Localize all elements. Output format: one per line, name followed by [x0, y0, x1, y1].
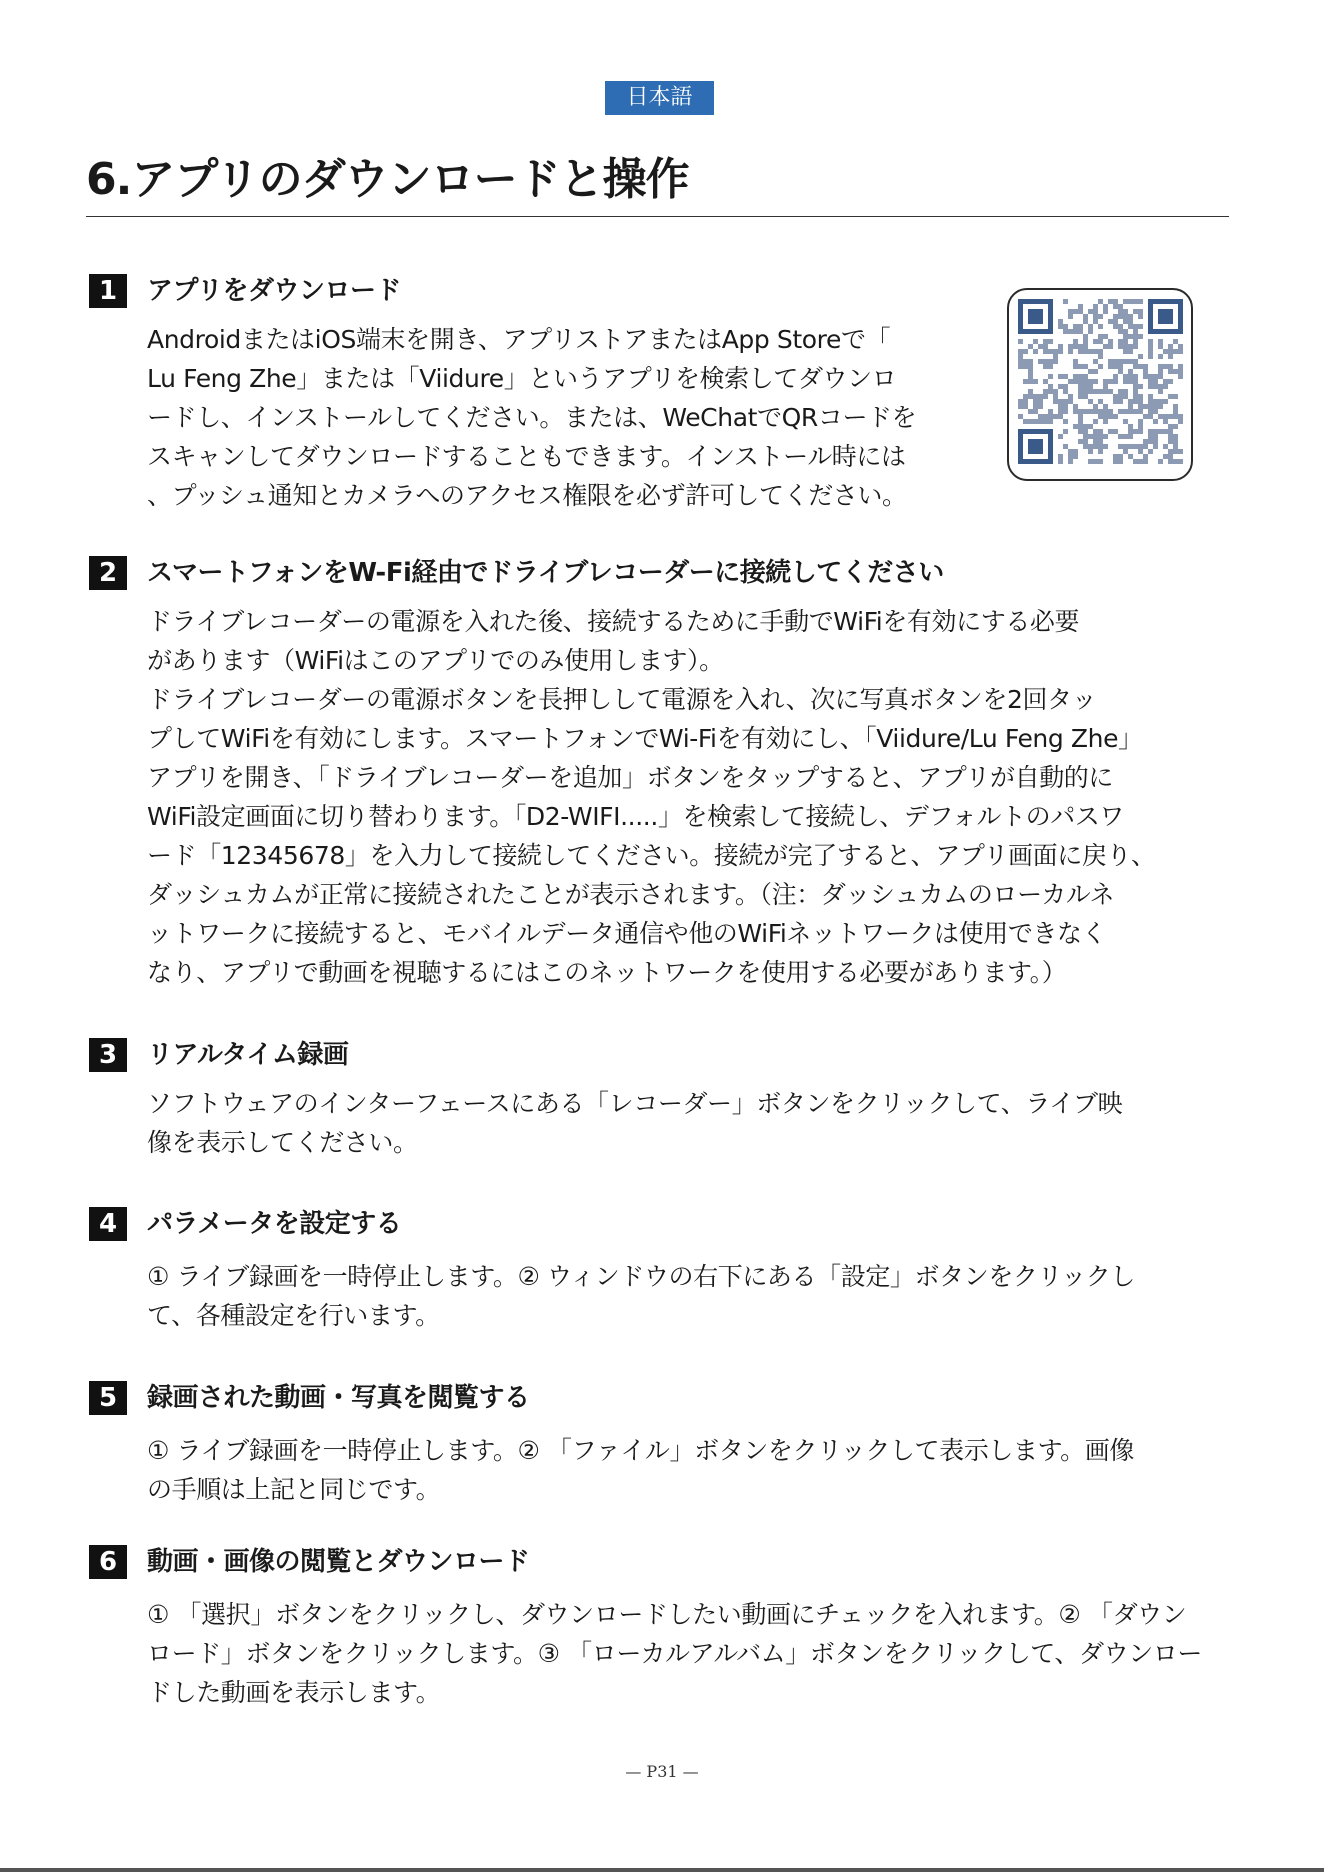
- section-number: 1: [89, 274, 127, 308]
- body-line: ードし、インストールしてください。または、WeChatでQRコードを: [147, 403, 917, 432]
- section-heading: 録画された動画・写真を閲覧する: [147, 1383, 530, 1413]
- section-heading: スマートフォンをW-Fi経由でドライブレコーダーに接続してください: [147, 558, 944, 588]
- section-heading: パラメータを設定する: [147, 1209, 402, 1239]
- title-divider: [86, 216, 1229, 217]
- section-body: [147, 1084, 1213, 1162]
- body-line: ドライブレコーダーの電源を入れた後、接続するために手動でWiFiを有効にする必要: [147, 607, 1080, 636]
- body-line: 像を表示してください。: [147, 1128, 418, 1157]
- page-title: 6.アプリのダウンロードと操作: [86, 154, 689, 205]
- body-line: ード「12345678」を入力して接続してください。接続が完了すると、アプリ画面に戻り、: [147, 841, 1156, 870]
- body-line: の手順は上記と同じです。: [147, 1475, 441, 1504]
- qr-code-image: [1007, 288, 1193, 481]
- body-line: ドした動画を表示します。: [147, 1678, 441, 1707]
- body-line: があります（WiFiはこのアプリでのみ使用します）。: [147, 646, 724, 675]
- qr-code-icon: [1018, 299, 1183, 471]
- body-line: ソフトウェアのインターフェースにある「レコーダー」ボタンをクリックして、ライブ映: [147, 1089, 1123, 1118]
- body-line: ロード」ボタンをクリックします。③ 「ローカルアルバム」ボタンをクリックして、ダウンロー: [147, 1639, 1203, 1668]
- section-number: 3: [89, 1038, 127, 1072]
- page-bottom-edge: [0, 1868, 1324, 1872]
- body-line: 、プッシュ通知とカメラへのアクセス権限を必ず許可してください。: [147, 481, 907, 510]
- body-line: ① ライブ録画を一時停止します。② ウィンドウの右下にある「設定」ボタンをクリックし: [147, 1262, 1135, 1291]
- body-line: て、各種設定を行います。: [147, 1301, 440, 1330]
- body-line: なり、アプリで動画を視聴するにはこのネットワークを使用する必要があります。）: [147, 958, 1067, 987]
- section-number: 6: [89, 1545, 127, 1579]
- page-number: — P31 —: [625, 1762, 699, 1781]
- section-body: [147, 1257, 1213, 1335]
- section-body: [147, 1431, 1213, 1509]
- section-heading: アプリをダウンロード: [147, 276, 401, 306]
- section-heading: 動画・画像の閲覧とダウンロード: [147, 1547, 530, 1577]
- body-line: スキャンしてダウンロードすることもできます。インストール時には: [147, 442, 906, 471]
- language-badge: 日本語: [605, 81, 714, 115]
- body-line: ① ライブ録画を一時停止します。② 「ファイル」ボタンをクリックして表示します。画像: [147, 1436, 1134, 1465]
- body-line: ドライブレコーダーの電源ボタンを長押しして電源を入れ、次に写真ボタンを2回タッ: [147, 685, 1097, 714]
- body-line: ットワークに接続すると、モバイルデータ通信や他のWiFiネットワークは使用できなく: [147, 919, 1107, 948]
- section-body: [147, 1595, 1213, 1712]
- body-line: AndroidまたはiOS端末を開き、アプリストアまたはApp Storeで「: [147, 325, 891, 354]
- section-heading: リアルタイム録画: [147, 1040, 349, 1070]
- section-number: 2: [89, 556, 127, 590]
- body-line: ① 「選択」ボタンをクリックし、ダウンロードしたい動画にチェックを入れます。② 「ダウン: [147, 1600, 1187, 1629]
- body-line: Lu Feng Zhe」または「Viidure」というアプリを検索してダウンロ: [147, 364, 897, 393]
- body-line: WiFi設定画面に切り替わります。「D2-WIFI.....」を検索して接続し、デフォルトのパスワ: [147, 802, 1125, 831]
- section-body: [147, 602, 1213, 992]
- section-number: 4: [89, 1207, 127, 1241]
- section-number: 5: [89, 1381, 127, 1415]
- body-line: ダッシュカムが正常に接続されたことが表示されます。（注：ダッシュカムのローカルネ: [147, 880, 1115, 909]
- body-line: プしてWiFiを有効にします。スマートフォンでWi-Fiを有効にし、「Viidure/Lu Feng Zhe」: [147, 724, 1143, 753]
- body-line: アプリを開き、「ドライブレコーダーを追加」ボタンをタップすると、アプリが自動的に: [147, 763, 1114, 792]
